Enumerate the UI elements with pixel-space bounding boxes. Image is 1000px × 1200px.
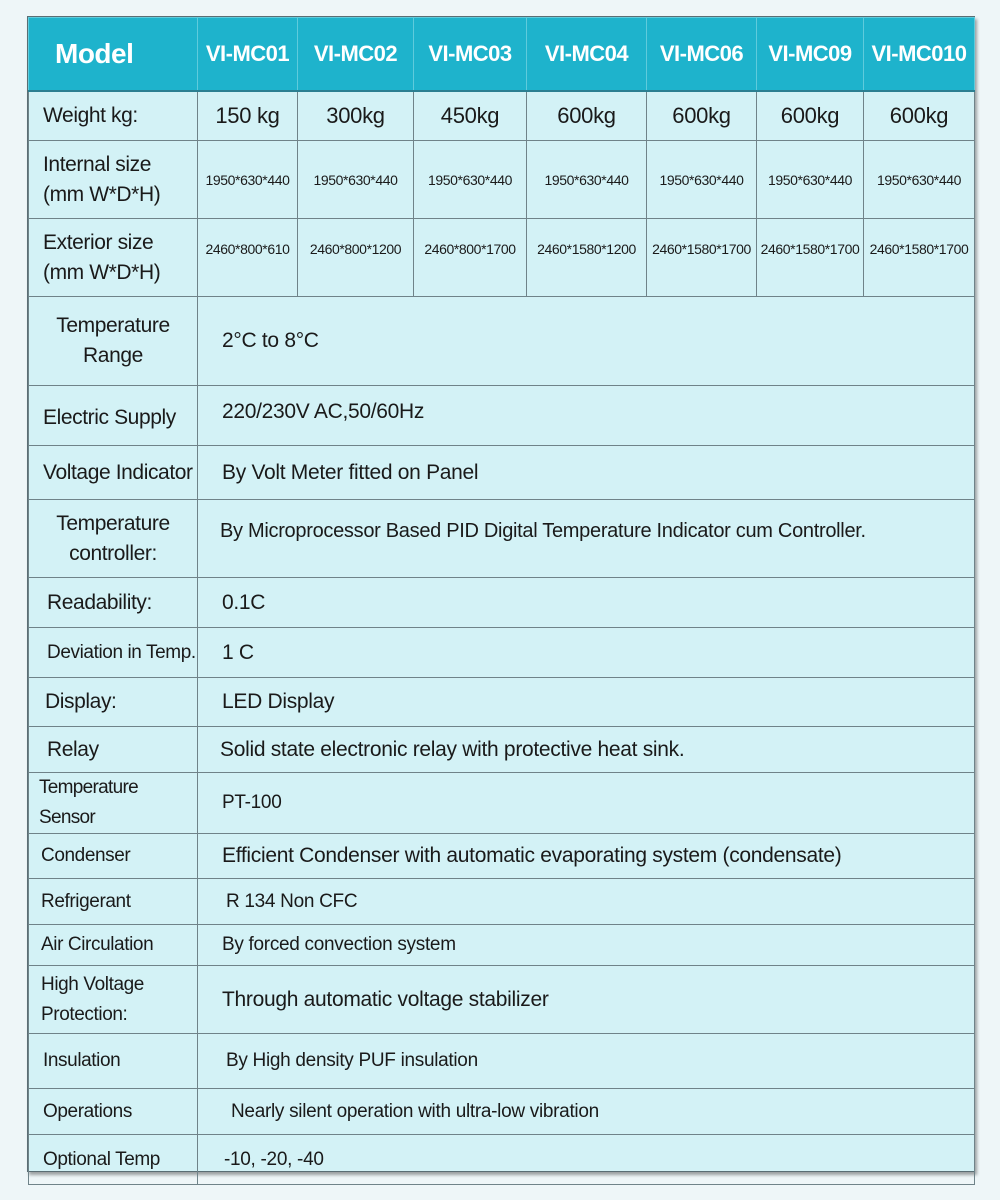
row-label bbox=[29, 500, 198, 578]
exterior-size-row bbox=[29, 219, 975, 297]
spec-value: 0.1C bbox=[198, 578, 975, 628]
exterior-size-value: 2460*800*610 bbox=[198, 219, 298, 297]
row-label: Readability: bbox=[29, 578, 198, 628]
spec-value: -10, -20, -40 bbox=[198, 1135, 975, 1185]
operations-row bbox=[29, 1089, 975, 1135]
internal-size-value: 1950*630*440 bbox=[527, 141, 647, 219]
row-label-line: (mm W*D*H) bbox=[43, 260, 161, 284]
row-label bbox=[29, 966, 198, 1034]
spec-sheet bbox=[27, 16, 975, 1172]
spec-value: By Volt Meter fitted on Panel bbox=[198, 446, 975, 500]
internal-size-row bbox=[29, 141, 975, 219]
row-label-line: Protection: bbox=[41, 1003, 128, 1025]
exterior-size-value: 2460*1580*1200 bbox=[527, 219, 647, 297]
spec-value: LED Display bbox=[198, 678, 975, 727]
row-label: Weight kg: bbox=[29, 91, 198, 141]
spec-value: Efficient Condenser with automatic evaporating system (condensate) bbox=[198, 834, 975, 879]
row-label-line: Temperature bbox=[56, 511, 170, 535]
model-name: VI-MC09 bbox=[757, 18, 864, 91]
spec-value: By forced convection system bbox=[198, 925, 975, 966]
spec-value: 1 C bbox=[198, 628, 975, 678]
header-row bbox=[29, 18, 975, 91]
spec-value: Nearly silent operation with ultra-low vibration bbox=[198, 1089, 975, 1135]
internal-size-value: 1950*630*440 bbox=[757, 141, 864, 219]
model-name: VI-MC02 bbox=[298, 18, 414, 91]
row-label: Condenser bbox=[29, 834, 198, 879]
weight-value: 600kg bbox=[527, 91, 647, 141]
internal-size-value: 1950*630*440 bbox=[647, 141, 757, 219]
model-name: VI-MC010 bbox=[864, 18, 975, 91]
exterior-size-value: 2460*1580*1700 bbox=[864, 219, 975, 297]
refrigerant-row bbox=[29, 879, 975, 925]
row-label bbox=[29, 297, 198, 386]
row-label: Optional Temp bbox=[29, 1135, 198, 1185]
row-label-line: Temperature bbox=[56, 314, 170, 337]
air-circulation-row bbox=[29, 925, 975, 966]
internal-size-value: 1950*630*440 bbox=[414, 141, 527, 219]
weight-value: 150 kg bbox=[198, 91, 298, 141]
row-label: Refrigerant bbox=[29, 879, 198, 925]
condenser-row bbox=[29, 834, 975, 879]
row-label: Relay bbox=[29, 727, 198, 773]
row-label: Display: bbox=[29, 678, 198, 727]
row-label-line: Range bbox=[83, 344, 143, 367]
row-label-line: controller: bbox=[69, 541, 157, 565]
spec-value: Solid state electronic relay with protective heat sink. bbox=[198, 727, 975, 773]
exterior-size-value: 2460*1580*1700 bbox=[757, 219, 864, 297]
weight-row bbox=[29, 91, 975, 141]
row-label: Operations bbox=[29, 1089, 198, 1135]
model-name: VI-MC04 bbox=[527, 18, 647, 91]
high-voltage-protection-row bbox=[29, 966, 975, 1034]
model-name: VI-MC03 bbox=[414, 18, 527, 91]
electric-supply-row bbox=[29, 386, 975, 446]
insulation-row bbox=[29, 1034, 975, 1089]
optional-temp-row bbox=[29, 1135, 975, 1185]
weight-value: 600kg bbox=[757, 91, 864, 141]
weight-value: 300kg bbox=[298, 91, 414, 141]
weight-value: 600kg bbox=[864, 91, 975, 141]
temperature-sensor-row bbox=[29, 773, 975, 834]
spec-table bbox=[28, 17, 975, 1185]
row-label: Electric Supply bbox=[29, 386, 198, 446]
row-label: Air Circulation bbox=[29, 925, 198, 966]
row-label-line: Exterior size bbox=[43, 230, 154, 254]
row-label: Temperature Sensor bbox=[29, 773, 198, 834]
model-name: VI-MC01 bbox=[198, 18, 298, 91]
exterior-size-value: 2460*800*1700 bbox=[414, 219, 527, 297]
internal-size-value: 1950*630*440 bbox=[198, 141, 298, 219]
spec-value: PT-100 bbox=[198, 773, 975, 834]
row-label-line: High Voltage bbox=[41, 973, 144, 995]
weight-value: 600kg bbox=[647, 91, 757, 141]
spec-value: 220/230V AC,50/60Hz bbox=[198, 386, 975, 446]
row-label bbox=[29, 141, 198, 219]
row-label: Insulation bbox=[29, 1034, 198, 1089]
exterior-size-value: 2460*800*1200 bbox=[298, 219, 414, 297]
internal-size-value: 1950*630*440 bbox=[864, 141, 975, 219]
voltage-indicator-row bbox=[29, 446, 975, 500]
relay-row bbox=[29, 727, 975, 773]
temperature-range-row bbox=[29, 297, 975, 386]
weight-value: 450kg bbox=[414, 91, 527, 141]
readability-row bbox=[29, 578, 975, 628]
row-label: Deviation in Temp. bbox=[29, 628, 198, 678]
spec-value: By High density PUF insulation bbox=[198, 1034, 975, 1089]
row-label bbox=[29, 219, 198, 297]
deviation-row bbox=[29, 628, 975, 678]
spec-value: Through automatic voltage stabilizer bbox=[198, 966, 975, 1034]
model-name: VI-MC06 bbox=[647, 18, 757, 91]
exterior-size-value: 2460*1580*1700 bbox=[647, 219, 757, 297]
spec-value: By Microprocessor Based PID Digital Temperature Indicator cum Controller. bbox=[198, 500, 975, 578]
display-row bbox=[29, 678, 975, 727]
internal-size-value: 1950*630*440 bbox=[298, 141, 414, 219]
spec-value: 2°C to 8°C bbox=[198, 297, 975, 386]
temperature-controller-row bbox=[29, 500, 975, 578]
row-label-line: (mm W*D*H) bbox=[43, 182, 161, 206]
row-label: Voltage Indicator bbox=[29, 446, 198, 500]
spec-value: R 134 Non CFC bbox=[198, 879, 975, 925]
model-header: Model bbox=[29, 18, 198, 91]
row-label-line: Internal size bbox=[43, 152, 152, 176]
